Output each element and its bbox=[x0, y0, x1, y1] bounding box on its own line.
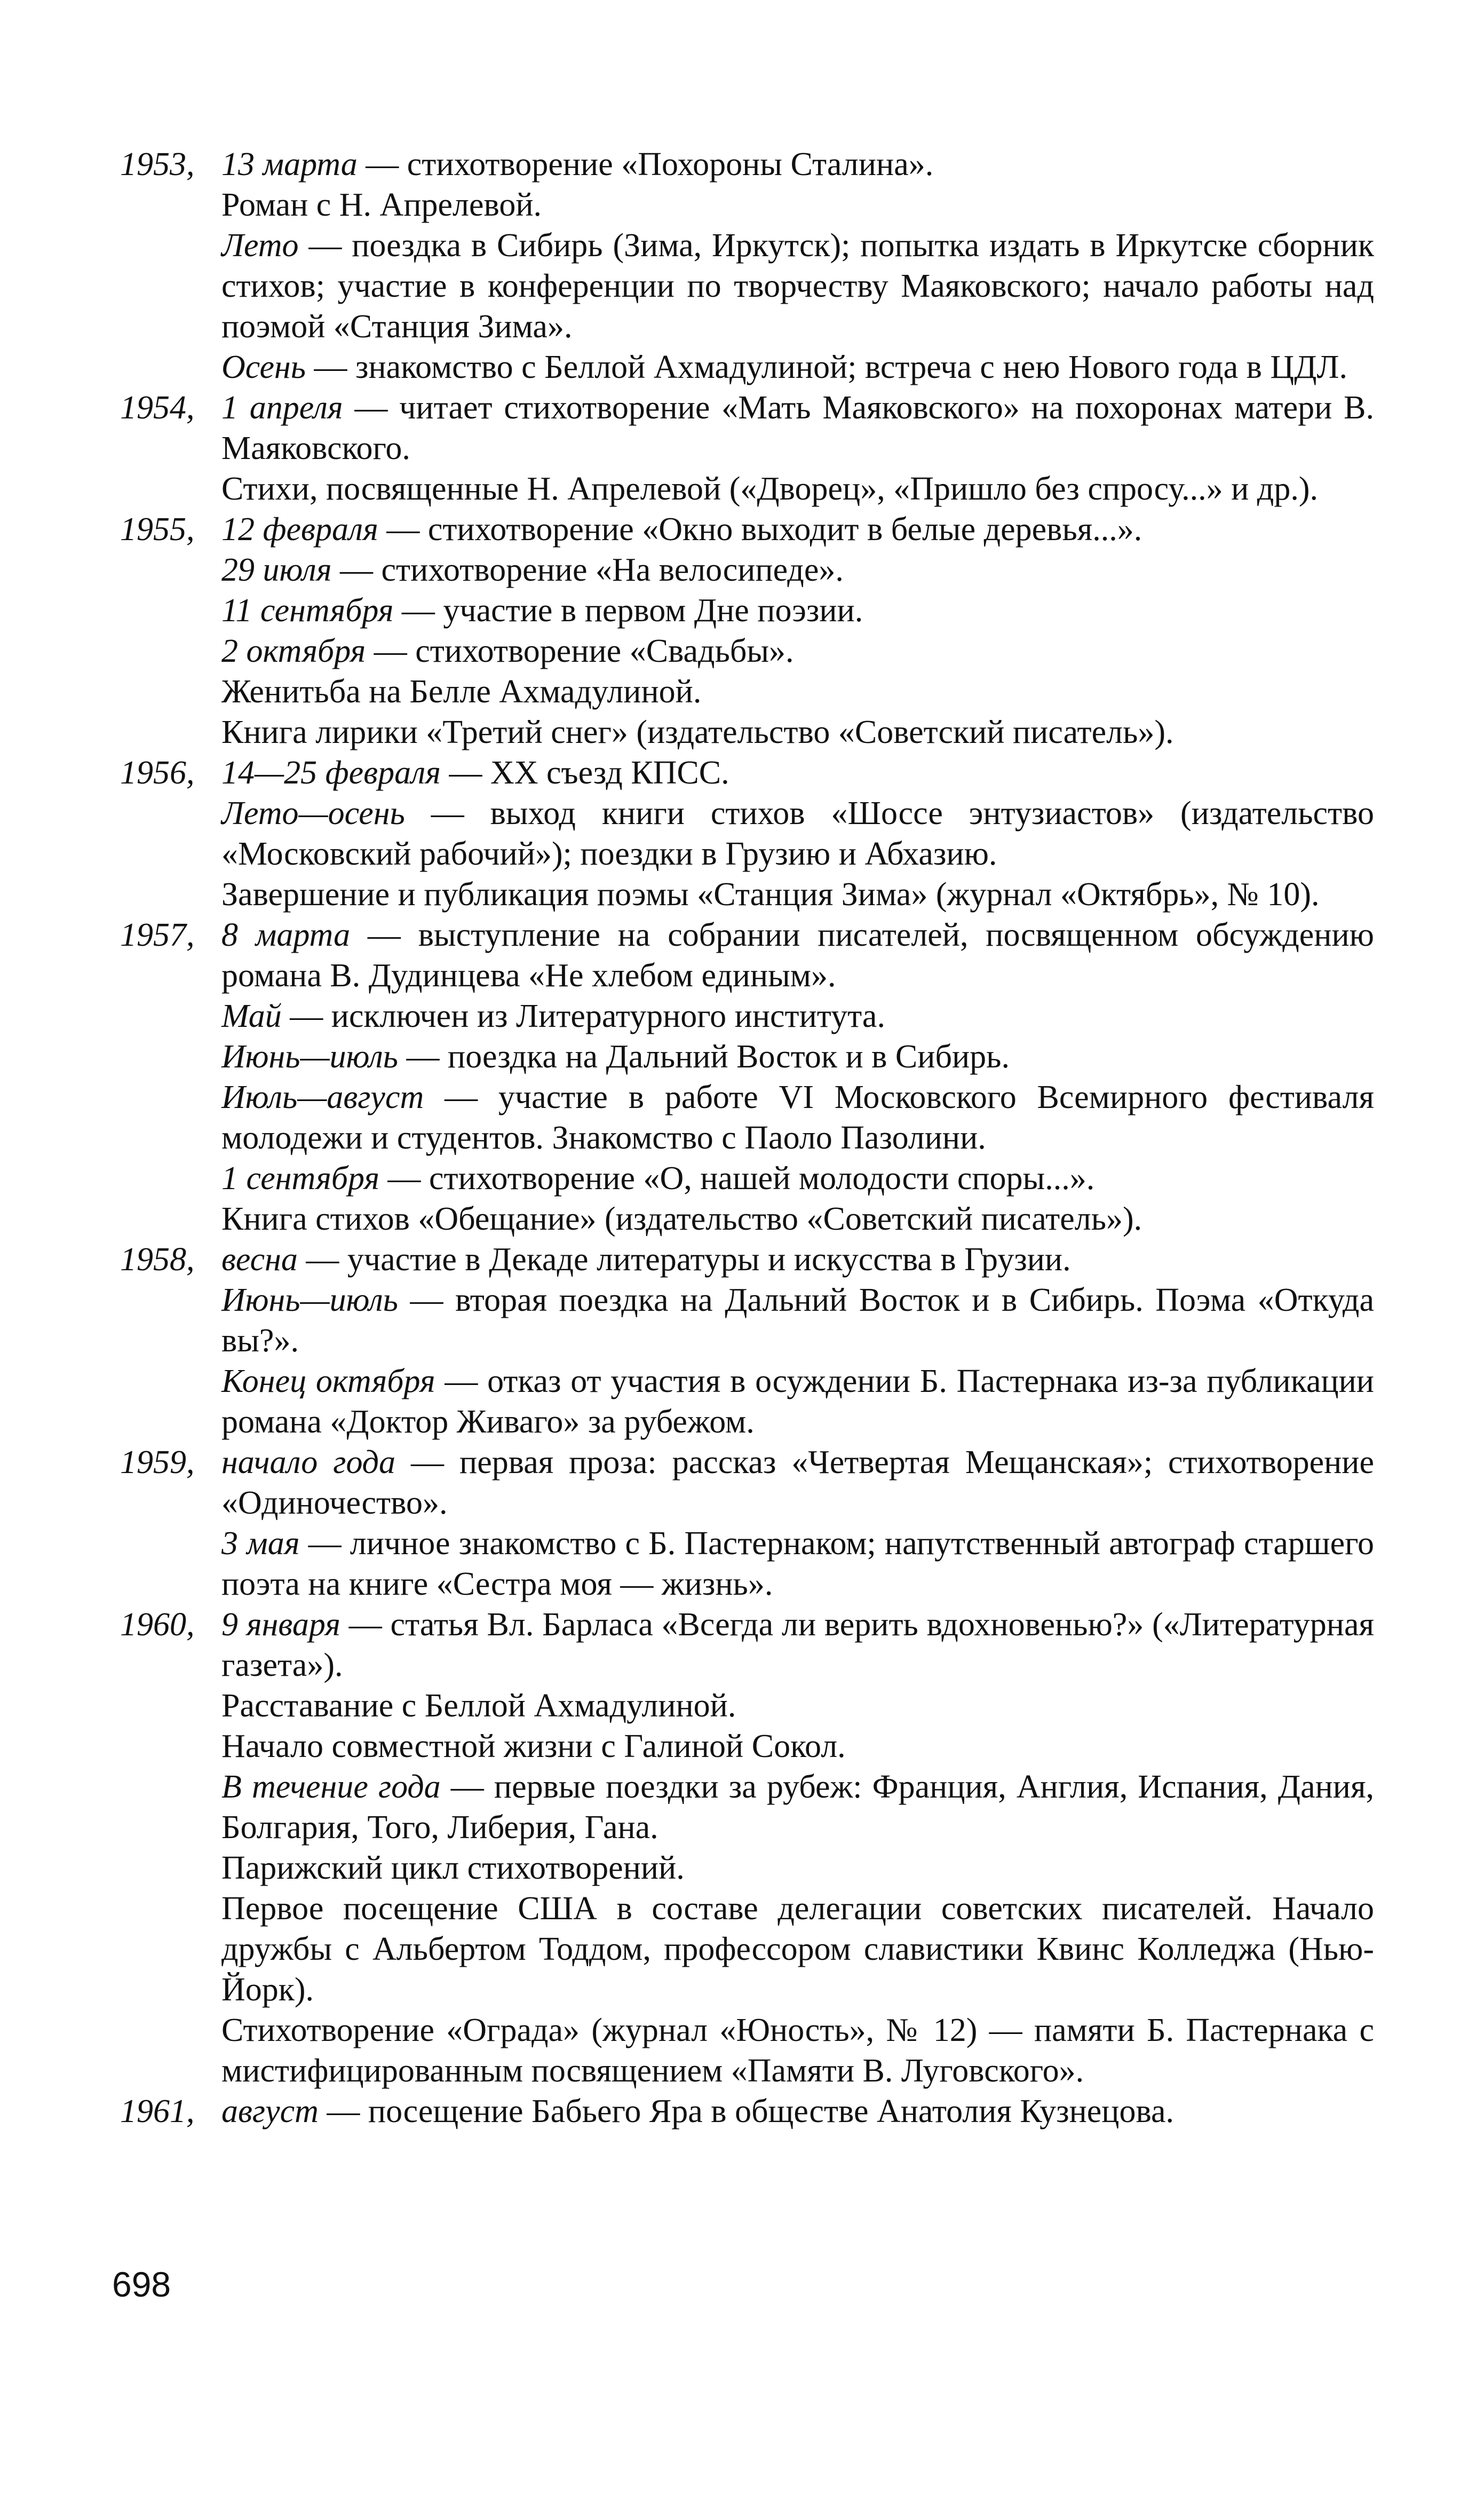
entry-text: — выход книги стихов «Шоссе энтузиастов» (издательство «Московский рабочий»); поездки в Грузию и Абхазию. bbox=[221, 795, 1374, 872]
year-label: 1953, bbox=[120, 146, 195, 183]
chronology-entry bbox=[221, 1239, 1374, 1280]
year-entries bbox=[221, 1239, 1374, 1442]
year-entries bbox=[221, 1442, 1374, 1604]
entry-date: Июнь—июль bbox=[221, 1282, 399, 1318]
chronology-entry bbox=[221, 2010, 1374, 2091]
entry-text: — знакомство с Беллой Ахмадулиной; встреча с нею Нового года в ЦДЛ. bbox=[305, 349, 1348, 385]
entry-text: Женитьба на Белле Ахмадулиной. bbox=[221, 674, 702, 710]
chronology-entry bbox=[221, 1523, 1374, 1604]
chronology-entry bbox=[221, 712, 1374, 753]
entry-text: Стихи, посвященные Н. Апрелевой («Дворец», «Пришло без спросу...» и др.). bbox=[221, 471, 1318, 507]
chronology bbox=[120, 144, 1374, 2132]
entry-text: — выступление на собрании писателей, посвященном обсуждению романа В. Дудинцева «Не хлебом единым». bbox=[221, 917, 1374, 994]
year-label: 1959, bbox=[120, 1444, 195, 1481]
entry-text: — участие в работе VI Московского Всемирного фестиваля молодежи и студентов. Знакомство с Паоло Пазолини. bbox=[221, 1079, 1374, 1156]
entry-text: Первое посещение США в составе делегации советских писателей. Начало дружбы с Альбертом Тоддом, профессором славистики Квинс Колледжа (Нью-Йорк). bbox=[221, 1890, 1374, 2008]
entry-text: — поездка в Сибирь (Зима, Иркутск); попытка издать в Иркутске сборник стихов; участие в конференции по творчеству Маяковского; начало работы над поэмой «Станция Зима». bbox=[221, 227, 1374, 345]
chronology-entry bbox=[221, 874, 1374, 915]
entry-text: Книга стихов «Обещание» (издательство «Советский писатель»). bbox=[221, 1201, 1142, 1237]
entry-text: — личное знакомство с Б. Пастернаком; напутственный автограф старшего поэта на книге «Сестра моя — жизнь». bbox=[221, 1525, 1375, 1602]
entry-text: — исключен из Литературного института. bbox=[281, 998, 885, 1034]
year-label: 1956, bbox=[120, 755, 195, 791]
entry-date: начало года bbox=[221, 1444, 396, 1481]
year-block bbox=[120, 509, 1374, 753]
entry-date: 11 сентября bbox=[221, 592, 394, 629]
year-block bbox=[120, 1239, 1374, 1442]
chronology-entry bbox=[221, 1726, 1374, 1767]
chronology-entry bbox=[221, 144, 1374, 185]
chronology-entry bbox=[221, 1361, 1374, 1442]
year-entries bbox=[221, 509, 1374, 753]
year-entries bbox=[221, 753, 1374, 915]
year-block bbox=[120, 144, 1374, 387]
year-block bbox=[120, 1604, 1374, 2091]
entry-text: — посещение Бабьего Яра в обществе Анатолия Кузнецова. bbox=[318, 2093, 1174, 2130]
year-block bbox=[120, 387, 1374, 509]
entry-text: Стихотворение «Ограда» (журнал «Юность», № 12) — памяти Б. Пастернака с мистифицированным посвящением «Памяти В. Луговского». bbox=[221, 2012, 1374, 2089]
entry-date: Осень bbox=[221, 349, 306, 385]
entry-date: Май bbox=[221, 998, 282, 1034]
year-label: 1960, bbox=[120, 1606, 195, 1643]
chronology-entry bbox=[221, 347, 1374, 387]
chronology-entry bbox=[221, 671, 1374, 712]
entry-date: 29 июля bbox=[221, 552, 332, 588]
year-label: 1958, bbox=[120, 1241, 195, 1278]
entry-date: 9 января bbox=[221, 1606, 340, 1643]
year-entries bbox=[221, 387, 1374, 509]
entry-text: Расставание с Беллой Ахмадулиной. bbox=[221, 1688, 736, 1724]
chronology-entry bbox=[221, 1604, 1374, 1685]
entry-text: — вторая поездка на Дальний Восток и в Сибирь. Поэма «Откуда вы?». bbox=[221, 1282, 1374, 1359]
entry-date: Июль—август bbox=[221, 1079, 424, 1115]
entry-date: Лето bbox=[221, 227, 299, 264]
entry-date: 14—25 февраля bbox=[221, 755, 441, 791]
year-label: 1955, bbox=[120, 511, 195, 548]
entry-text: — читает стихотворение «Мать Маяковского» на похоронах матери В. Маяковского. bbox=[221, 390, 1374, 466]
entry-text: — участие в первом Дне поэзии. bbox=[393, 592, 863, 629]
entry-date: 2 октября bbox=[221, 633, 366, 669]
entry-date: Лето—осень bbox=[221, 795, 405, 832]
entry-text: Роман с Н. Апрелевой. bbox=[221, 187, 542, 223]
year-block bbox=[120, 915, 1374, 1239]
page-number: 698 bbox=[112, 2265, 171, 2304]
year-label: 1961, bbox=[120, 2093, 195, 2130]
chronology-entry bbox=[221, 387, 1374, 469]
entry-text: — XX съезд КПСС. bbox=[440, 755, 729, 791]
entry-date: Конец октября bbox=[221, 1363, 435, 1399]
chronology-entry bbox=[221, 793, 1374, 874]
entry-text: — стихотворение «Окно выходит в белые деревья...». bbox=[378, 511, 1142, 548]
entry-date: Июнь—июль bbox=[221, 1039, 399, 1075]
entry-date: 13 марта bbox=[221, 146, 358, 183]
year-entries bbox=[221, 2091, 1374, 2132]
year-block bbox=[120, 1442, 1374, 1604]
chronology-entry bbox=[221, 1036, 1374, 1077]
year-entries bbox=[221, 144, 1374, 387]
year-label: 1957, bbox=[120, 917, 195, 953]
entry-text: Парижский цикл стихотворений. bbox=[221, 1850, 685, 1886]
chronology-entry bbox=[221, 225, 1374, 347]
entry-text: — стихотворение «Свадьбы». bbox=[366, 633, 794, 669]
entry-text: — участие в Декаде литературы и искусства в Грузии. bbox=[297, 1241, 1071, 1278]
chronology-entry bbox=[221, 1077, 1374, 1158]
chronology-entry bbox=[221, 1158, 1374, 1199]
entry-text: — поездка на Дальний Восток и в Сибирь. bbox=[398, 1039, 1010, 1075]
entry-text: — стихотворение «Похороны Сталина». bbox=[357, 146, 934, 183]
entry-text: — стихотворение «О, нашей молодости споры...». bbox=[379, 1160, 1095, 1197]
chronology-entry bbox=[221, 550, 1374, 590]
entry-date: 1 апреля bbox=[221, 390, 343, 426]
chronology-entry bbox=[221, 2091, 1374, 2132]
entry-date: август bbox=[221, 2093, 319, 2130]
entry-date: весна bbox=[221, 1241, 298, 1278]
year-entries bbox=[221, 915, 1374, 1239]
chronology-entry bbox=[221, 753, 1374, 793]
chronology-entry bbox=[221, 1199, 1374, 1239]
chronology-entry bbox=[221, 1442, 1374, 1523]
entry-date: 3 мая bbox=[221, 1525, 300, 1562]
entry-text: Завершение и публикация поэмы «Станция Зима» (журнал «Октябрь», № 10). bbox=[221, 876, 1320, 913]
entry-text: Книга лирики «Третий снег» (издательство «Советский писатель»). bbox=[221, 714, 1174, 750]
year-label: 1954, bbox=[120, 390, 195, 426]
chronology-entry bbox=[221, 1888, 1374, 2010]
year-block bbox=[120, 2091, 1374, 2132]
chronology-entry bbox=[221, 915, 1374, 996]
chronology-entry bbox=[221, 1848, 1374, 1888]
year-block bbox=[120, 753, 1374, 915]
chronology-entry bbox=[221, 1767, 1374, 1848]
chronology-entry bbox=[221, 1685, 1374, 1726]
entry-text: — отказ от участия в осуждении Б. Пастернака из-за публикации романа «Доктор Живаго» за рубежом. bbox=[221, 1363, 1374, 1440]
year-entries bbox=[221, 1604, 1374, 2091]
chronology-entry bbox=[221, 469, 1374, 509]
entry-date: 8 марта bbox=[221, 917, 351, 953]
entry-text: — первые поездки за рубеж: Франция, Англия, Испания, Дания, Болгария, Того, Либерия, Гана. bbox=[221, 1769, 1374, 1846]
chronology-entry bbox=[221, 631, 1374, 671]
entry-date: В течение года bbox=[221, 1769, 441, 1805]
chronology-entry bbox=[221, 996, 1374, 1036]
chronology-entry bbox=[221, 185, 1374, 225]
entry-text: — первая проза: рассказ «Четвертая Мещанская»; стихотворение «Одиночество». bbox=[221, 1444, 1374, 1521]
entry-text: — статья Вл. Барласа «Всегда ли верить вдохновенью?» («Литературная газета»). bbox=[221, 1606, 1375, 1683]
entry-text: — стихотворение «На велосипеде». bbox=[331, 552, 844, 588]
entry-date: 12 февраля bbox=[221, 511, 378, 548]
entry-date: 1 сентября bbox=[221, 1160, 380, 1197]
chronology-entry bbox=[221, 509, 1374, 550]
chronology-entry bbox=[221, 1280, 1374, 1361]
entry-text: Начало совместной жизни с Галиной Сокол. bbox=[221, 1728, 846, 1764]
chronology-entry bbox=[221, 590, 1374, 631]
